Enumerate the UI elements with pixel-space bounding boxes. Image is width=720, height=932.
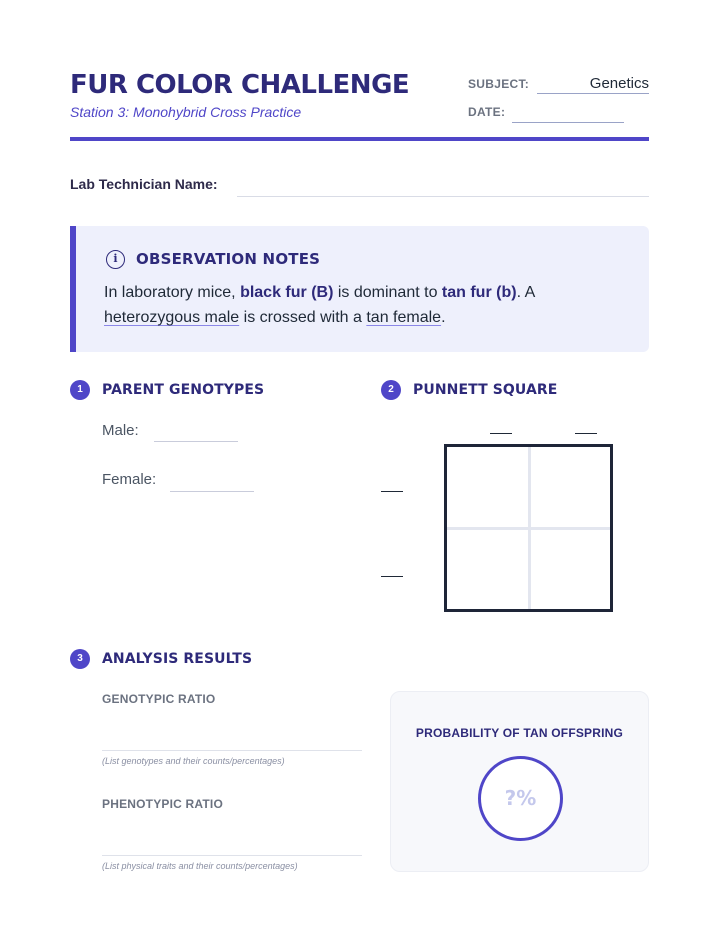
analysis-results-title: ANALYSIS RESULTS [102, 651, 253, 667]
female-genotype-label: Female: [102, 471, 157, 488]
punnett-square-grid[interactable] [444, 444, 613, 612]
side-allele-2-field[interactable] [381, 576, 403, 577]
subject-field-value[interactable]: Genetics [589, 75, 649, 92]
punnett-horizontal-divider [447, 527, 610, 530]
phenotypic-ratio-field[interactable] [102, 855, 362, 856]
technician-name-label: Lab Technician Name: [70, 176, 218, 192]
observation-notes-text: In laboratory mice, black fur (B) is dominant to tan fur (b). A heterozygous male is crossed with a tan female. [104, 284, 536, 326]
parent-genotypes-title: PARENT GENOTYPES [102, 382, 265, 398]
probability-card [390, 691, 649, 872]
genotypic-ratio-hint: (List genotypes and their counts/percentages) [102, 756, 285, 766]
male-genotype-label: Male: [102, 422, 139, 439]
probability-answer-circle[interactable]: ?% [478, 756, 563, 841]
female-parent-description: tan female [366, 309, 442, 326]
worksheet-subtitle: Station 3: Monohybrid Cross Practice [70, 104, 302, 120]
subject-label: SUBJECT: [468, 77, 530, 91]
phenotypic-ratio-hint: (List physical traits and their counts/percentages) [102, 861, 298, 871]
info-icon: i [106, 250, 125, 269]
recessive-trait: tan fur (b) [441, 284, 517, 301]
top-allele-2-field[interactable] [575, 433, 597, 434]
female-genotype-field[interactable] [170, 491, 254, 492]
phenotypic-ratio-label: PHENOTYPIC RATIO [102, 797, 223, 811]
technician-name-field[interactable] [237, 196, 649, 197]
section-1-badge: 1 [70, 380, 90, 400]
observation-notes-title: OBSERVATION NOTES [136, 250, 321, 268]
genotypic-ratio-label: GENOTYPIC RATIO [102, 692, 216, 706]
probability-title: PROBABILITY OF TAN OFFSPRING [415, 726, 624, 740]
male-genotype-field[interactable] [154, 441, 238, 442]
punnett-square-title: PUNNETT SQUARE [413, 382, 558, 398]
dominant-trait: black fur (B) [240, 284, 334, 301]
genotypic-ratio-field[interactable] [102, 750, 362, 751]
observation-notes-box [70, 226, 649, 352]
date-field[interactable] [512, 122, 624, 123]
header-divider [70, 137, 649, 141]
top-allele-1-field[interactable] [490, 433, 512, 434]
subject-field-line[interactable] [537, 93, 649, 94]
section-2-badge: 2 [381, 380, 401, 400]
date-label: DATE: [468, 105, 506, 119]
side-allele-1-field[interactable] [381, 491, 403, 492]
section-3-badge: 3 [70, 649, 90, 669]
worksheet-title: FUR COLOR CHALLENGE [70, 70, 410, 100]
male-parent-description: heterozygous male [104, 309, 240, 326]
